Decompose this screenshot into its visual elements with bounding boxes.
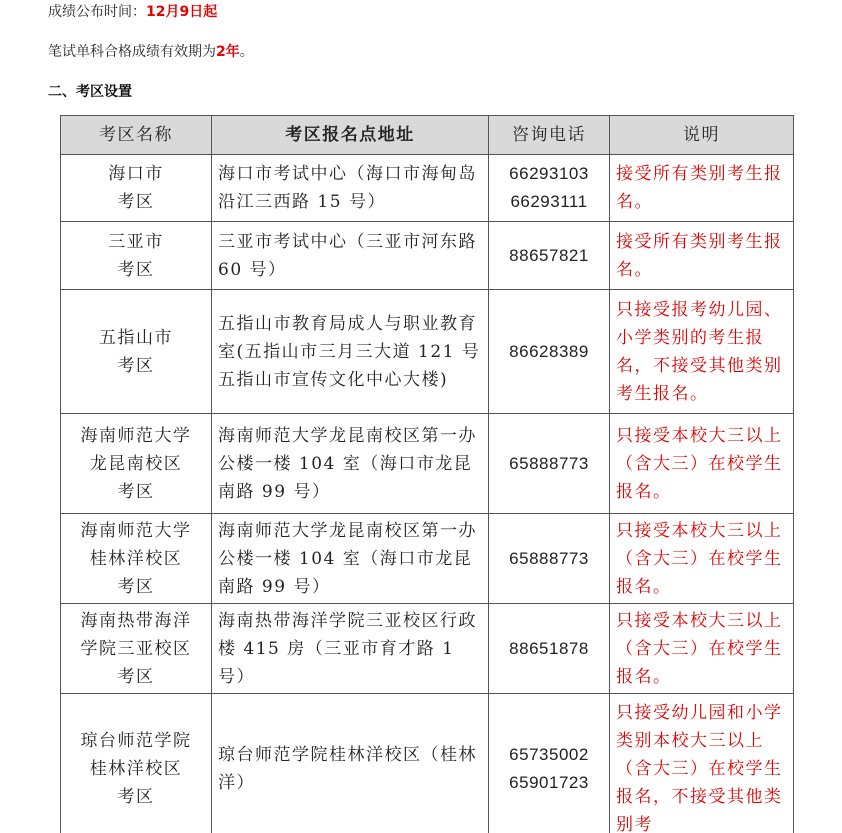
section-heading: 二、考区设置: [48, 84, 132, 100]
release-time-value: 12月9日起: [146, 4, 218, 20]
table-header-row: [61, 116, 794, 155]
header-address: 考区报名点地址: [212, 116, 489, 155]
note-cell: 只接受本校大三以上（含大三）在校学生报名。: [610, 514, 794, 604]
table-row: [61, 514, 794, 604]
address-cell: 海南热带海洋学院三亚校区行政楼 415 房（三亚市育才路 1 号）: [212, 604, 489, 694]
table-row: [61, 694, 794, 833]
exam-area-table: [60, 115, 794, 833]
phone-cell: 65888773: [489, 514, 610, 604]
phone-cell: 88651878: [489, 604, 610, 694]
note-cell: 接受所有类别考生报名。: [610, 222, 794, 290]
address-cell: 琼台师范学院桂林洋校区（桂林洋）: [212, 694, 489, 833]
area-name-cell: 海南师范大学 桂林洋校区 考区: [61, 514, 212, 604]
release-time-label: 成绩公布时间：: [48, 4, 146, 20]
address-cell: 海南师范大学龙昆南校区第一办公楼一楼 104 室（海口市龙昆南路 99 号）: [212, 514, 489, 604]
area-name-cell: 海口市 考区: [61, 155, 212, 222]
area-name-cell: 海南热带海洋 学院三亚校区 考区: [61, 604, 212, 694]
release-time-line: [48, 2, 217, 22]
header-area-name: 考区名称: [61, 116, 212, 155]
note-cell: 接受所有类别考生报名。: [610, 155, 794, 222]
area-name-cell: 海南师范大学 龙昆南校区 考区: [61, 414, 212, 514]
phone-cell: 65888773: [489, 414, 610, 514]
table-row: [61, 290, 794, 414]
table-row: [61, 222, 794, 290]
validity-value: 2年: [216, 44, 240, 60]
note-cell: 只接受报考幼儿园、小学类别的考生报名，不接受其他类别考生报名。: [610, 290, 794, 414]
note-cell: 只接受本校大三以上（含大三）在校学生报名。: [610, 414, 794, 514]
table-row: [61, 604, 794, 694]
phone-cell: 66293103 66293111: [489, 155, 610, 222]
address-cell: 海南师范大学龙昆南校区第一办公楼一楼 104 室（海口市龙昆南路 99 号）: [212, 414, 489, 514]
validity-suffix: 。: [239, 44, 254, 60]
header-phone: 咨询电话: [489, 116, 610, 155]
phone-cell: 88657821: [489, 222, 610, 290]
note-cell: 只接受幼儿园和小学类别本校大三以上（含大三）在校学生报名，不接受其他类别考: [610, 694, 794, 833]
table-row: [61, 414, 794, 514]
header-note: 说明: [610, 116, 794, 155]
note-cell: 只接受本校大三以上（含大三）在校学生报名。: [610, 604, 794, 694]
table-row: [61, 155, 794, 222]
area-name-cell: 琼台师范学院 桂林洋校区 考区: [61, 694, 212, 833]
address-cell: 海口市考试中心（海口市海甸岛沿江三西路 15 号）: [212, 155, 489, 222]
address-cell: 五指山市教育局成人与职业教育室(五指山市三月三大道 121 号五指山市宣传文化中心大楼): [212, 290, 489, 414]
phone-cell: 65735002 65901723: [489, 694, 610, 833]
validity-prefix: 笔试单科合格成绩有效期为: [48, 44, 216, 60]
area-name-cell: 五指山市 考区: [61, 290, 212, 414]
area-name-cell: 三亚市 考区: [61, 222, 212, 290]
address-cell: 三亚市考试中心（三亚市河东路 60 号）: [212, 222, 489, 290]
validity-line: [48, 42, 254, 62]
phone-cell: 86628389: [489, 290, 610, 414]
